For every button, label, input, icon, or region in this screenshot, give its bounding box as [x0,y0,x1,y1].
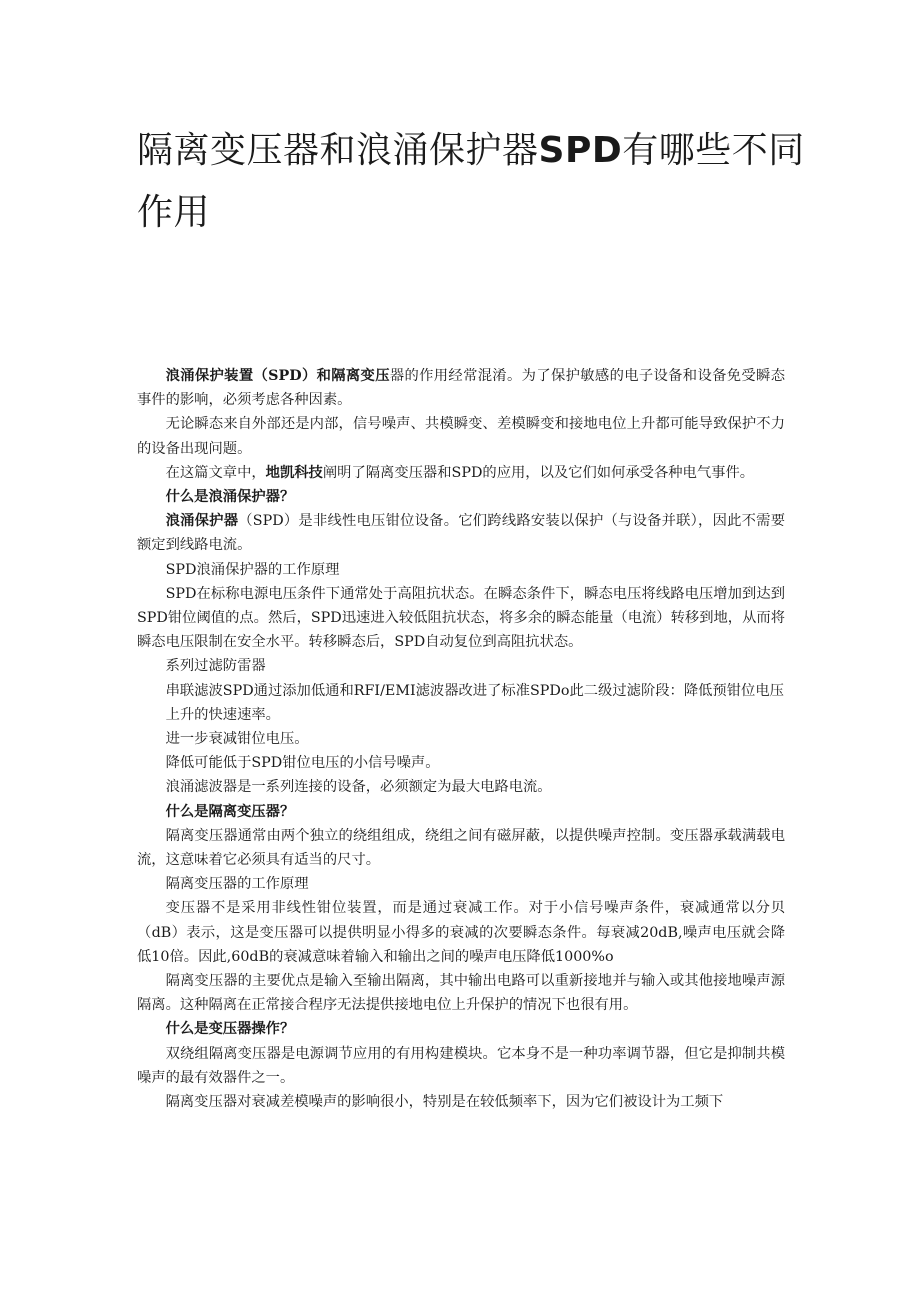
page-title [137,120,817,244]
title-part-2: SPD [538,130,623,171]
paragraph-transformer-principle: 变压器不是采用非线性钳位装置，而是通过衰减工作。对于小信号噪声条件，衰减通常以分贝（dB）表示，这是变压器可以提供明显小得多的衰减的次要瞬态条件。每衰减20dB,噪声电压就会降低10倍。因此,60dB的衰减意味着输入和输出之间的噪声电压降低1000%o [137,900,785,965]
paragraph-text: 阐明了隔离变压器和SPD的应用，以及它们如何承受各种电气事件。 [322,464,755,481]
bold-term-spd: 浪涌保护器 [165,513,239,530]
article-body [137,364,785,1114]
paragraph-transformer-advantage: 隔离变压器的主要优点是输入至输出隔离，其中输出电路可以重新接地并与输入或其他接地噪声源隔离。这种隔离在正常接合程序无法提供接地电位上升保护的情况下也很有用。 [137,973,785,1014]
paragraph-text: 器的作用经常混淆。为了保护敏感的电子设备和设备免受瞬态事件的影响，必须考虑各种因素。 [137,368,785,409]
bold-term-spd-transformer: 浪涌保护装置（SPD）和隔离变压 [165,368,390,384]
list-item-reduce-noise: 降低可能低于SPD钳位电压的小信号噪声。 [165,755,440,772]
paragraph-article-scope [137,461,785,485]
paragraph-two-winding: 双绕组隔离变压器是电源调节应用的有用构建模块。它本身不是一种功率调节器，但它是抑制共模噪声的最有效器件之一。 [137,1045,785,1086]
paragraph-spd-principle: SPD在标称电源电压条件下通常处于高阻抗状态。在瞬态条件下，瞬态电压将线路电压增加到达到SPD钳位阈值的点。然后，SPD迅速进入较低阻抗状态，将多余的瞬态能量（电流）转移到地，从而将瞬态电压限制在安全水平。转移瞬态后，SPD自动复位到高阻抗状态。 [137,585,785,651]
heading-series-filter: 系列过滤防雷器 [165,658,266,675]
title-part-3: 有哪些不同作用 [137,130,805,233]
heading-transformer-operation: 什么是变压器操作？ [165,1021,295,1038]
list-item-surge-filter: 浪涌滤波器是一系列连接的设备，必须额定为最大电路电流。 [165,779,552,796]
paragraph-series-filter: 串联滤波SPD通过添加低通和RFI/EMI滤波器改进了标准SPDo此二级过滤阶段：降低预钳位电压上升的快速速率。 [165,682,784,723]
paragraph-transients: 无论瞬态来自外部还是内部，信号噪声、共模瞬变、差模瞬变和接地电位上升都可能导致保护不力的设备出现问题。 [137,416,785,457]
paragraph-spd-definition [137,509,785,557]
title-part-1: 隔离变压器和浪涌保护器 [137,130,539,171]
heading-what-is-transformer: 什么是隔离变压器？ [165,803,295,820]
bold-company-name: 地凯科技 [265,464,323,481]
list-item-attenuate: 进一步衰减钳位电压。 [165,731,309,748]
paragraph-differential-noise: 隔离变压器对衰减差模噪声的影响很小，特别是在较低频率下，因为它们被设计为工频下 [165,1094,724,1111]
heading-transformer-principle: 隔离变压器的工作原理 [165,876,309,893]
paragraph-intro [137,364,785,412]
paragraph-text: 在这篇文章中， [165,464,266,481]
heading-spd-principle: SPD浪涌保护器的工作原理 [165,561,340,578]
heading-what-is-spd: 什么是浪涌保护器？ [165,489,295,506]
paragraph-text: （SPD）是非线性电压钳位设备。它们跨线路安装以保护（与设备并联），因此不需要额定到线路电流。 [137,513,786,554]
paragraph-transformer-definition: 隔离变压器通常由两个独立的绕组组成，绕组之间有磁屏蔽，以提供噪声控制。变压器承载满载电流，这意味着它必须具有适当的尺寸。 [137,827,785,869]
